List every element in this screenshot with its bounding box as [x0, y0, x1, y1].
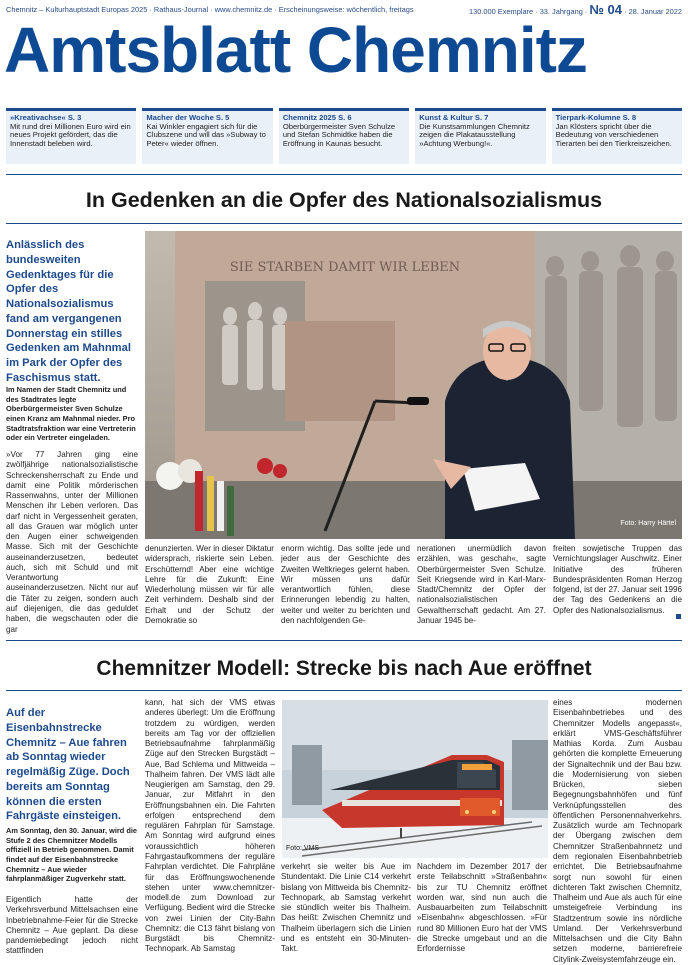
teaser-box[interactable]: [415, 108, 545, 164]
train-photo: [282, 700, 548, 858]
teaser-title: »Kreativachse« S. 3: [10, 113, 82, 122]
teaser-text: Oberbürgermeister Sven Schulze und Stefan Schmidtke haben die Eröffnung in Kaunas besucht.: [282, 121, 396, 149]
article2-lead: Auf der Eisenbahnstrecke Chemnitz – Aue fahren ab Sonntag wieder regelmäßig Züge. Doch bereits am Sonntag können die ersten Fahrgäste einsteigen.: [6, 707, 130, 823]
article2-headline: Chemnitzer Modell: Strecke bis nach Aue eröffnet: [96, 657, 592, 680]
teaser-title: Tierpark-Kolumne S. 8: [555, 113, 637, 122]
section-divider: [6, 640, 682, 641]
copies-info: 130.000 Exemplare · 33. Jahrgang ·: [469, 6, 588, 16]
section-divider: [6, 174, 682, 175]
article2-column: eines modernen Eisenbahnbetriebes und des Chemnitzer Modells angepasst«, erklärt VMS-Geschäftsführer Mathias Korda. Zum Ausbau gehörten die komplette Erneuerung der Signaltechnik und der Bau bzw. die Modernisierung von sieben Brücken, sieben Begegnungsbahnhöfen und fünf Verknüpfungsstellen des öffentlichen Personennahverkehrs. Zusätzlich wurde am Technopark der Übergang zwischen dem Chemnitzer Straßenbahnnetz und dem regionalen Eisenbahnbetrieb errichtet. Die Betriebsaufnahme sorgt nun sowohl für einen dichteren Takt zwischen Chemnitz, Thalheim und Aue als auch für eine umsteigefreie Verbindung ins Stadtzentrum sowie ins nördliche Umland. Der Verkehrsverbund Mittelsachsen und die City Bahn setzen moderne, barrierefreie Citylink-Zweisystemfahrzeuge ein.: [553, 698, 682, 964]
article2-intro: Am Sonntag, den 30. Januar, wird die Stufe 2 des Chemnitzer Modells offiziell in Betrieb genommen. Damit findet auf der Eisenbahnstrecke Chemnitz – Aue wieder fahrplanmäßiger Zugverkehr statt.: [6, 826, 138, 884]
article1-intro: Im Namen der Stadt Chemnitz und des Stadtrates legte Oberbürgermeister Sven Schulze einen Kranz am Mahnmal nieder. Pro Stadtratsfraktion war eine Vertreterin oder ein Vertreter eingeladen.: [6, 385, 136, 443]
teaser-box[interactable]: [142, 108, 272, 164]
article2-column: verkehrt sie weiter bis Aue im Stundentakt. Die Linie C14 verkehrt bislang von Mittweida bis Chemnitz-Technopark, ab Samstag verkehrt sie stündlich weiter bis Thalheim. Das heißt: Zwischen Chemnitz und Thalheim überlagern sich die Linien und es entsteht ein 30-Minuten-Takt.: [281, 862, 411, 954]
photo-credit: Foto: Harry Härtel: [620, 520, 676, 527]
teaser-title: Chemnitz 2025 S. 6: [282, 113, 352, 122]
article-end-mark: [676, 614, 681, 619]
article2-column: kann, hat sich der VMS etwas anderes überlegt: Um die Eröffnung trotzdem zu würdigen, werden bereits am Tag vor der offiziellen Betriebsaufnahme fahrplanmäßig Züge auf den Strecken Burgstädt – Aue, Bad Schlema und Mittweida – Thalheim fahren. Der VMS lädt alle Neugierigen am Samstag, den 29. Januar, zur Mitfahrt in den Eröffnungsbahnen ein. Die Fahrten erfolgen entsprechend dem regulären Fahrplan für Samstage. Am Sonntag wird aufgrund eines voraussichtlich höheren Fahrgastaufkommens der reguläre Fahrplan verdichtet. Die Fahrpläne für das Eröffnungswochenende stehen unter www.chemnitzer-modell.de zum Download zur Verfügung. Bedient wird die Strecke von zwei Linien der City-Bahn Chemnitz: die C13 fährt bislang von Burgstädt bis Chemnitz-Technopark. Ab Samstag: [145, 698, 275, 954]
issue-date: · 28. Januar 2022: [624, 6, 682, 16]
memorial-photo: [145, 231, 682, 539]
teaser-text: Jan Klösters spricht über die Bedeutung von verschiedenen Tierarten bei den Tierkreiszeichen.: [555, 121, 672, 149]
headline-divider: [6, 223, 682, 224]
teaser-text: Mit rund drei Millionen Euro wird ein neues Projekt gefördert, das die Innenstadt beleben wird.: [10, 121, 131, 149]
memorial-photo-image: [145, 231, 682, 539]
article1-column: denunzierten. Wer in dieser Diktatur widersprach, riskierte sein Leben. Erschütternd! Aber eine wichtige Lehre für die Zukunft: Eine Wiederholung müssen wir für alle Zeit verhindern. Deshalb sind der Erhalt und der Schutz der Demokratie so: [145, 544, 274, 625]
teaser-box[interactable]: [552, 108, 682, 164]
teaser-text: Kai Winkler engagiert sich für die Clubszene und will das »Subway to Peter« wieder öffnen.: [146, 121, 266, 149]
article2-column: Eigentlich hatte der Verkehrsverbund Mittelsachsen eine Inbetriebnahme-Feier für die Strecke Chemnitz – Aue geplant. Da diese pandemiebedingt jedoch nicht stattfinden: [6, 895, 138, 956]
publication-info: Chemnitz – Kulturhauptstadt Europas 2025 · Rathaus-Journal · www.chemnitz.de · Erscheinungsweise: wöchentlich, freitags: [6, 4, 414, 14]
photo-credit: Foto: VMS: [286, 845, 320, 852]
memorial-inscription: SIE STARBEN DAMIT WIR LEBEN: [229, 260, 461, 275]
train-photo-image: [282, 700, 548, 858]
teaser-box[interactable]: [279, 108, 409, 164]
article1-column: »Vor 77 Jahren ging eine zwölfjährige nationalsozialistische Schreckensherrschaft zu Ende und damit eine Politik mörderischen Rassenwahns, unter der Millionen Menschen ihr Leben verloren. Das darf nicht in Vergessenheit geraten, all das Grauen war möglich unter den Augen einer schweigenden Masse. Sich mit der Geschichte auseinanderzusetzen, bedeutet auch, sich mit Schuld und mit Verantwortung auseinanderzusetzen. Nicht nur auf die Täter zu zeigen, sondern auch auf diejenigen, die das geduldet haben, die wegschauten oder die gar: [6, 450, 138, 634]
article1-lead: Anlässlich des bundesweiten Gedenktages für die Opfer des Nationalsozialismus fand am vergangenen Donnerstag ein stilles Gedenken am Mahnmal im Park der Opfer des Faschismus statt.: [6, 239, 131, 385]
teaser-title: Macher der Woche S. 5: [146, 113, 230, 122]
headline-divider: [6, 690, 682, 691]
teaser-title: Kunst & Kultur S. 7: [419, 113, 489, 122]
teaser-text: Die Kunstsammlungen Chemnitz zeigen die Plakatausstellung »Achtung Werbung!«.: [419, 121, 530, 149]
teaser-box[interactable]: [6, 108, 136, 164]
masthead-title: Amtsblatt Chemnitz: [4, 14, 587, 86]
article1-column: enorm wichtig. Das sollte jede und jeder aus der Geschichte des Zweiten Weltkrieges gelernt haben. Wir müssen uns dafür verantwortlich fühlen, diese Erinnerungen lebendig zu halten, weiter und weiter zu berichten und den nachfolgenden Ge-: [281, 544, 410, 625]
issue-number: № 04: [589, 1, 622, 17]
article1-column: freiten sowjetische Truppen das Vernichtungslager Auschwitz. Einer Initiative des früheren Bundespräsidenten Roman Herzog folgend, ist der 27. Januar seit 1996 der Tag des Gedenkens an die Opfer des Nationalsozialismus.: [553, 544, 682, 615]
article1-column: nerationen unermüdlich davon erzählen, was geschah«, sagte Oberbürgermeister Sven Schulze. Seit Kriegsende wird in Karl-Marx-Stadt/Chemnitz der Opfer der nationalsozialistischen Gewaltherrschaft gedacht. Am 27. Januar 1945 be-: [417, 544, 546, 625]
teaser-row: [6, 108, 682, 164]
article2-column: Nachdem im Dezember 2017 der erste Teilabschnitt »Straßenbahn« bis zur TU Chemnitz eröffnet worden war, sind nun auch die Ausbauarbeiten zum Teilabschnitt »Eisenbahn« abgeschlossen. »Für rund 80 Millionen Euro hat der VMS die Strecke umgebaut und an die Erfordernisse: [417, 862, 547, 954]
article1-headline: In Gedenken an die Opfer des Nationalsozialismus: [85, 188, 603, 212]
